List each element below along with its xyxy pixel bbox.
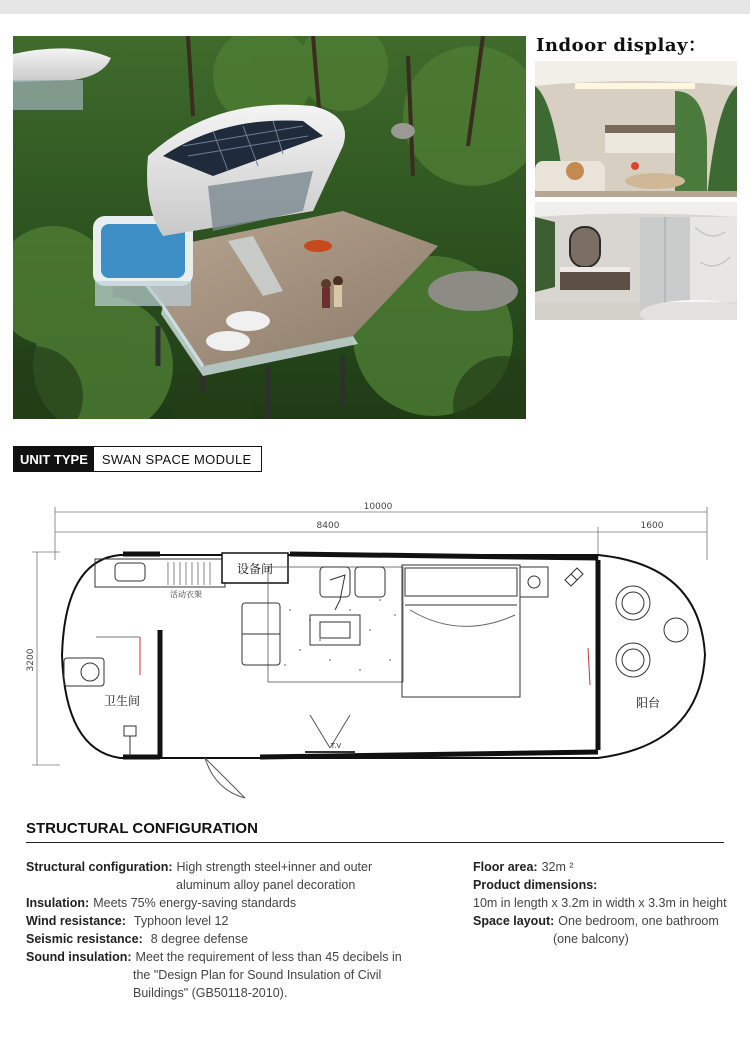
spec-key-floor-area: Floor area:: [473, 860, 538, 874]
dimension-width: 3200: [26, 648, 36, 672]
spec-value-dimensions: 10m in length x 3.2m in width x 3.3m in height: [473, 896, 727, 910]
indoor-display-heading: Indoor display：: [536, 35, 707, 56]
unit-type-value: SWAN SPACE MODULE: [94, 447, 262, 471]
spec-key-insulation: Insulation:: [26, 896, 90, 910]
spec-value-insulation: Meets 75% energy-saving standards: [93, 896, 297, 910]
unit-type-tag: [13, 446, 262, 472]
spec-key-structural: Structural configuration:: [26, 860, 173, 874]
structural-configuration-title: STRUCTURAL CONFIGURATION: [26, 820, 258, 837]
dimension-total: 10000: [363, 502, 393, 512]
spec-value-sound-2: the "Design Plan for Sound Insulation of Civil: [133, 968, 382, 982]
floor-plan: [0, 495, 750, 810]
wardrobe-label: 活动衣架: [170, 590, 202, 599]
balcony-label: 阳台: [635, 696, 661, 710]
tv-label: T.V: [330, 742, 342, 750]
spec-value-wind: Typhoon level 12: [133, 914, 229, 928]
top-bar: [0, 0, 750, 14]
spec-value-layout-1: One bedroom, one bathroom: [558, 914, 719, 928]
spec-value-layout-2: (one balcony): [553, 932, 629, 946]
indoor-bathroom-image: [535, 202, 737, 320]
dimension-balcony: 1600: [640, 521, 664, 531]
spec-key-layout: Space layout:: [473, 914, 555, 928]
spec-value-structural-1: High strength steel+inner and outer: [176, 860, 373, 874]
specs-left-column: [26, 858, 466, 1002]
exterior-render-image: [13, 36, 526, 419]
dimension-main: 8400: [316, 521, 340, 531]
spec-value-floor-area: 32m ²: [541, 860, 574, 874]
unit-type-label: UNIT TYPE: [14, 447, 94, 471]
spec-value-seismic: 8 degree defense: [150, 932, 249, 946]
spec-value-structural-2: aluminum alloy panel decoration: [176, 878, 356, 892]
spec-key-seismic: Seismic resistance:: [26, 932, 143, 946]
spec-key-dimensions: Product dimensions:: [473, 878, 598, 892]
spec-value-sound-1: Meet the requirement of less than 45 decibels in: [135, 950, 402, 964]
storage-room-label: 设备间: [236, 562, 274, 576]
specs-right-column: [473, 858, 738, 948]
spec-key-wind: Wind resistance:: [26, 914, 126, 928]
bathroom-label: 卫生间: [103, 694, 141, 708]
spec-key-sound: Sound insulation:: [26, 950, 132, 964]
section-divider: [26, 842, 724, 843]
spec-value-sound-3: Buildings" (GB50118-2010).: [133, 986, 288, 1000]
indoor-bedroom-image: [535, 61, 737, 197]
